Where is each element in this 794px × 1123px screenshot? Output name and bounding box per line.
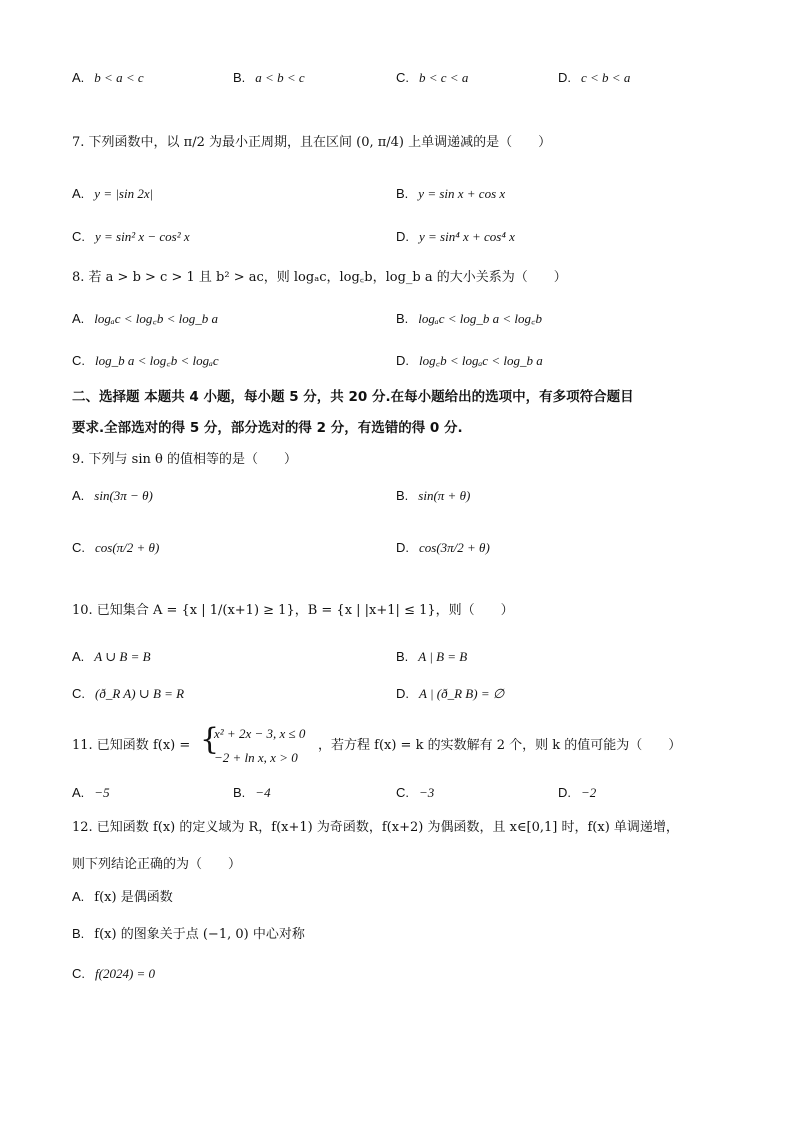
option-text: log_b a < log꜀b < logₐc — [95, 353, 219, 368]
q10-stem: 10. 已知集合 A = {x | 1/(x+1) ≥ 1}，B = {x | |x+1| ≤ 1}，则（ ） — [72, 603, 514, 618]
q10-option-b — [396, 649, 467, 666]
q11-option-b — [233, 785, 271, 802]
q8-option-b — [396, 311, 542, 328]
option-label: D. — [396, 540, 409, 555]
option-text: A ∪ B = B — [94, 649, 151, 664]
option-label: A. — [72, 70, 85, 85]
q11-left-brace: { — [200, 722, 220, 757]
q9-option-b — [396, 488, 470, 505]
option-text: (ð_R A) ∪ B = R — [95, 686, 185, 701]
q12-stem-line1: 12. 已知函数 f(x) 的定义域为 R，f(x+1) 为奇函数，f(x+2) 为偶函数，且 x∈[0,1] 时，f(x) 单调递增， — [72, 820, 679, 835]
option-label: A. — [72, 889, 85, 904]
q10-option-a — [72, 649, 151, 666]
option-label: A. — [72, 785, 85, 800]
option-text: log꜀b < logₐc < log_b a — [419, 353, 543, 368]
option-label: D. — [396, 686, 409, 701]
option-label: C. — [396, 70, 409, 85]
q7-stem: 7. 下列函数中，以 π/2 为最小正周期，且在区间 (0, π/4) 上单调递减的是（ ） — [72, 135, 552, 150]
option-label: B. — [72, 926, 85, 941]
q11-case2: −2 + ln x, x > 0 — [214, 750, 298, 765]
q6-option-b — [233, 70, 305, 87]
option-text: y = sin² x − cos² x — [95, 229, 190, 244]
option-label: D. — [558, 785, 571, 800]
option-label: A. — [72, 488, 85, 503]
option-text: y = sin x + cos x — [418, 186, 506, 201]
q11-stem-prefix: 11. 已知函数 f(x) = — [72, 738, 191, 753]
option-label: D. — [396, 353, 409, 368]
q12-option-a — [72, 889, 173, 906]
option-text: y = sin⁴ x + cos⁴ x — [419, 229, 515, 244]
option-label: B. — [396, 186, 409, 201]
q12-option-b — [72, 926, 305, 943]
option-label: A. — [72, 186, 85, 201]
option-text: f(x) 的图象关于点 (−1, 0) 中心对称 — [94, 927, 305, 942]
option-label: B. — [396, 311, 409, 326]
q11-option-d — [558, 785, 596, 802]
option-text: y = |sin 2x| — [94, 186, 154, 201]
q11-option-c — [396, 785, 434, 802]
q8-option-c — [72, 353, 219, 370]
option-text: f(x) 是偶函数 — [94, 890, 173, 905]
option-label: C. — [72, 540, 85, 555]
option-label: B. — [233, 785, 246, 800]
option-text: c < b < a — [581, 70, 631, 85]
option-text: b < a < c — [94, 70, 144, 85]
section-heading-line2: 要求.全部选对的得 5 分，部分选对的得 2 分，有选错的得 0 分. — [72, 420, 463, 436]
q7-option-b — [396, 186, 505, 203]
q8-option-a — [72, 311, 218, 328]
option-label: B. — [396, 488, 409, 503]
option-label: C. — [396, 785, 409, 800]
option-text: −3 — [419, 785, 435, 800]
q9-option-c — [72, 540, 159, 557]
option-label: C. — [72, 229, 85, 244]
option-text: −5 — [94, 785, 110, 800]
q7-option-a — [72, 186, 153, 203]
option-label: B. — [396, 649, 409, 664]
option-text: b < c < a — [419, 70, 469, 85]
option-label: A. — [72, 649, 85, 664]
option-text: logₐc < log꜀b < log_b a — [94, 311, 218, 326]
option-text: f(2024) = 0 — [95, 966, 156, 981]
q7-option-c — [72, 229, 190, 246]
q10-option-c — [72, 686, 184, 703]
option-text: A | (ð_R B) = ∅ — [419, 686, 505, 701]
option-label: C. — [72, 966, 85, 981]
option-label: C. — [72, 353, 85, 368]
option-text: a < b < c — [255, 70, 305, 85]
q9-stem: 9. 下列与 sin θ 的值相等的是（ ） — [72, 452, 297, 467]
option-text: cos(3π/2 + θ) — [419, 540, 490, 555]
q11-stem-suffix: ，若方程 f(x) = k 的实数解有 2 个，则 k 的值可能为（ ） — [318, 738, 682, 753]
option-text: −4 — [255, 785, 271, 800]
q9-option-d — [396, 540, 490, 557]
option-label: C. — [72, 686, 85, 701]
option-label: B. — [233, 70, 246, 85]
option-label: A. — [72, 311, 85, 326]
q7-option-d — [396, 229, 515, 246]
section-heading-line1: 二、选择题 本题共 4 小题，每小题 5 分，共 20 分.在每小题给出的选项中，有多项符合题目 — [72, 389, 634, 405]
option-text: A | B = B — [418, 649, 468, 664]
q6-option-a — [72, 70, 144, 87]
q6-option-d — [558, 70, 630, 87]
q11-option-a — [72, 785, 110, 802]
option-label: D. — [396, 229, 409, 244]
option-label: D. — [558, 70, 571, 85]
option-text: logₐc < log_b a < log꜀b — [418, 311, 542, 326]
option-text: cos(π/2 + θ) — [95, 540, 160, 555]
q8-stem: 8. 若 a > b > c > 1 且 b² > ac，则 logₐc，log꜀b，log_b a 的大小关系为（ ） — [72, 270, 567, 285]
q9-option-a — [72, 488, 153, 505]
q6-option-c — [396, 70, 468, 87]
option-text: sin(3π − θ) — [94, 488, 153, 503]
q11-case1: x² + 2x − 3, x ≤ 0 — [214, 726, 306, 741]
option-text: sin(π + θ) — [418, 488, 471, 503]
q12-stem-line2: 则下列结论正确的为（ ） — [72, 857, 242, 872]
option-text: −2 — [581, 785, 597, 800]
q10-option-d — [396, 686, 504, 703]
q12-option-c — [72, 966, 155, 983]
q8-option-d — [396, 353, 543, 370]
